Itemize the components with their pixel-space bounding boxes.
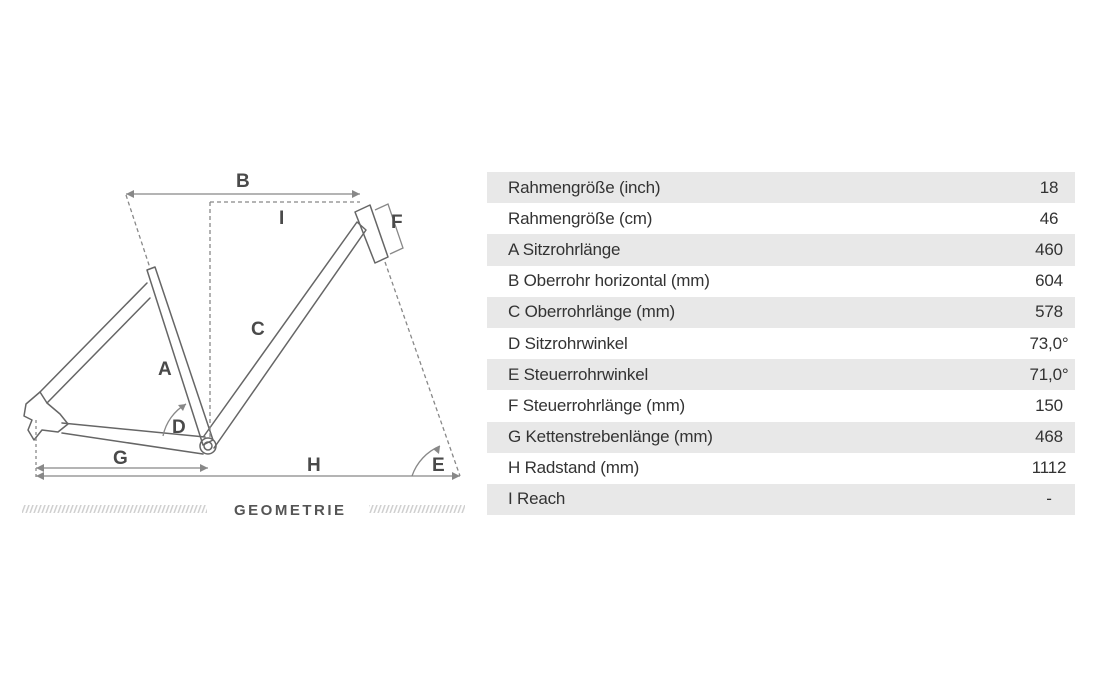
arrowheads [36,190,460,480]
table-row [487,203,1075,234]
head-tube [355,205,388,263]
bike-frame [24,205,388,454]
label-c: C [251,319,265,340]
dim-e-extension [385,262,460,476]
dimension-lines [36,194,460,478]
table-row [487,484,1075,515]
row-label: G Kettenstrebenlänge (mm) [487,422,928,453]
table-row [487,390,1075,421]
table-row [487,422,1075,453]
label-i: I [279,208,285,229]
table-row [487,266,1075,297]
frame-geometry-diagram [0,0,480,540]
table-row [487,234,1075,265]
row-value: 46 [928,203,1075,234]
label-g: G [113,448,128,469]
geometry-table [487,172,1075,515]
row-value: 1112 [928,453,1075,484]
label-h: H [307,455,321,476]
row-value: 150 [928,390,1075,421]
row-value: 73,0° [928,328,1075,359]
row-label: E Steuerrohrwinkel [487,359,928,390]
dim-a-extension [126,195,150,268]
row-value: 604 [928,266,1075,297]
label-b: B [236,171,250,192]
down-tube [204,222,366,448]
row-value: 71,0° [928,359,1075,390]
row-label: B Oberrohr horizontal (mm) [487,266,928,297]
row-label: A Sitzrohrlänge [487,234,928,265]
bottom-bracket [200,438,216,454]
row-label: C Oberrohrlänge (mm) [487,297,928,328]
row-value: 468 [928,422,1075,453]
label-a: A [158,359,172,380]
row-label: Rahmengröße (cm) [487,203,928,234]
row-value: - [928,484,1075,515]
table-row [487,359,1075,390]
row-label: I Reach [487,484,928,515]
row-label: Rahmengröße (inch) [487,172,928,203]
caption-bar-right [369,505,465,513]
table-row [487,172,1075,203]
row-value: 18 [928,172,1075,203]
label-e: E [432,455,445,476]
row-value: 460 [928,234,1075,265]
label-f: F [391,212,403,233]
seat-stay [40,283,150,403]
row-label: D Sitzrohrwinkel [487,328,928,359]
label-d: D [172,417,186,438]
row-label: F Steuerrohrlänge (mm) [487,390,928,421]
table-row [487,328,1075,359]
diagram-caption: GEOMETRIE [234,502,347,519]
caption-bar-left [22,505,207,513]
table-row [487,453,1075,484]
row-value: 578 [928,297,1075,328]
row-label: H Radstand (mm) [487,453,928,484]
table-row [487,297,1075,328]
